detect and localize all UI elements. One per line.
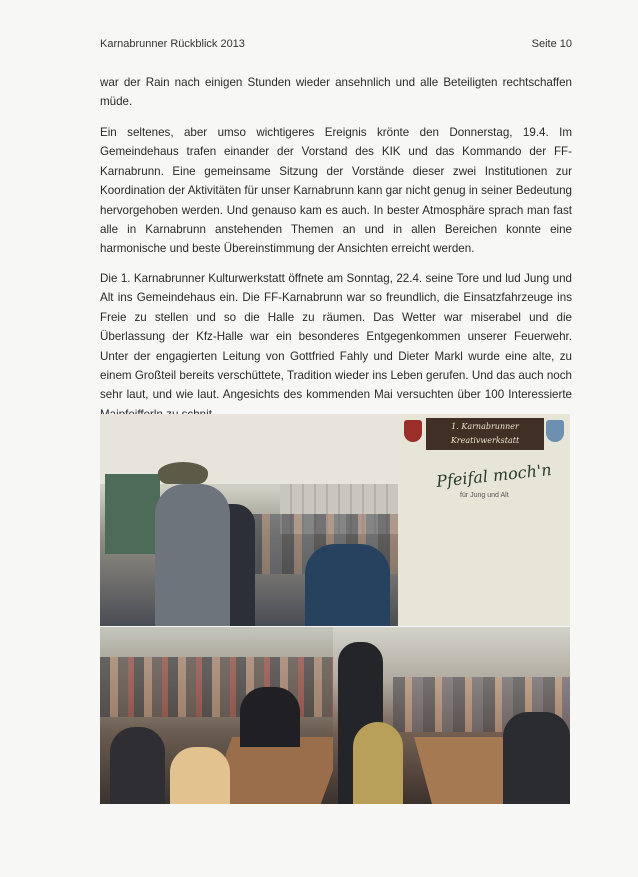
photo-hall-participants	[100, 627, 333, 804]
photo-table-carving	[333, 627, 570, 804]
poster-subtitle: für Jung und Alt	[460, 492, 509, 499]
paragraph-2: Ein seltenes, aber umso wichtigeres Ereignis krönte den Donnerstag, 19.4. Im Gemeindehaus trafen einander der Vorstand des KIK und das Kommando der FF-Karnabrunn. Eine gemeinsame Sitzung der Vorstände dieser zwei Institutionen zur Koordination der Aktivitäten für unser Karnabrunn kann gar nicht genug in seiner Bedeutung hervorgehoben werden. Und genauso kam es auch. In bester Atmosphäre sprach man fast alle in Karnabrunn anstehenden Themen an und in allen Bereichen konnte eine harmonische und beste Übereinstimmung der Ansichten erreicht werden.	[100, 126, 572, 256]
paragraph-1: war der Rain nach einigen Stunden wieder ansehnlich und alle Beteiligten rechtschaffen müde.	[100, 76, 572, 109]
page-header	[100, 38, 572, 50]
event-poster	[398, 414, 570, 626]
header-title: Karnabrunner Rückblick 2013	[100, 38, 245, 50]
photo-workshop-demonstration	[100, 414, 398, 626]
poster-banner: 1. Karnabrunner Kreativwerkstatt	[426, 418, 544, 450]
page-number: Seite 10	[531, 38, 572, 50]
poster-title: Pfeifal moch'n	[435, 460, 553, 491]
coat-of-arms-icon	[404, 420, 422, 442]
paragraph-3: Die 1. Karnabrunner Kulturwerkstatt öffnete am Sonntag, 22.4. seine Tore und lud Jung und Alt ins Gemeindehaus ein. Die FF-Karnabrunn war so freundlich, die Einsatzfahrzeuge ins Freie zu stellen und so die Halle zu räumen. Das Wetter war miserabel und die Überlassung der Kfz-Halle war ein besonderes Entgegenkommen unserer Feuerwehr. Unter der engagierten Leitung von Gottfried Fahly und Dieter Markl wurde eine alte, zu einem Großteil bereits verschüttete, Tradition wieder ins Leben gerufen. Und das auch noch sehr laut, und wie laut. Angesichts des kommenden Mai versuchten über 100 Interessierte	[100, 272, 572, 402]
logo-icon	[546, 420, 564, 442]
